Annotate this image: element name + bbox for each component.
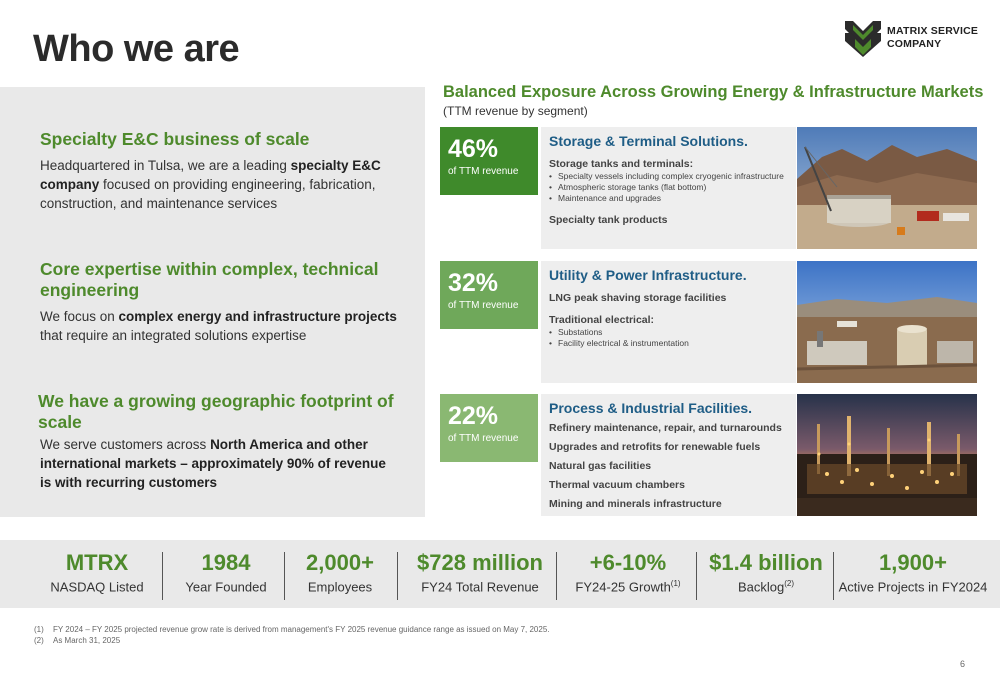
stat-label: Active Projects in FY2024 [838,579,988,595]
stat-divider [397,552,398,600]
stat-divider [556,552,557,600]
logo-text: MATRIX SERVICE COMPANY [887,25,979,50]
bullet-item: • Substations [549,327,726,338]
segment-pct-box [440,261,538,329]
segment-line: Mining and minerals infrastructure [549,498,722,510]
stat-value: $728 million [417,550,543,575]
stat-label: Backlog$^{(2)}$ [737,579,795,595]
stat-value: $1.4 billion [709,550,823,575]
segment-pct-label: of TTM revenue [448,166,519,177]
segment-line: Thermal vacuum chambers [549,479,685,491]
stat-value: MTRX [65,550,129,575]
block-heading: Core expertise within complex, technical engineering [40,259,379,300]
segment-card-storage [541,127,796,249]
segment-pct-box [440,394,538,462]
page-title: Who we are [33,28,240,70]
stat-label: FY24-25 Growth$^{(1)}$ [575,579,681,595]
overview-block-footprint [38,391,398,492]
segments-subtitle: (TTM revenue by segment) [443,104,588,118]
segment-card-process [541,394,796,516]
segment-pct: 46% [448,135,499,163]
segment-line: Refinery maintenance, repair, and turnarounds [549,422,782,434]
segment-pct: 32% [448,269,499,297]
segment-details: LNG peak shaving storage facilities Traditional electrical: • Substations • Facility electrical & instrumentation [549,292,726,349]
stat-item [290,550,390,594]
footnote: (1) FY 2024 – FY 2025 projected revenue grow rate is derived from management's FY 2025 revenue guidance range as issued on May 7, 2025. [34,625,550,634]
segment-line: Natural gas facilities [549,460,652,472]
segment-title: Utility & Power Infrastructure. [549,267,747,283]
block-heading: Specialty E&C business of scale [40,129,310,149]
overview-block-scale [40,129,400,213]
stat-divider [162,552,163,600]
segment-card-utility [541,261,796,383]
segment-pct-label: of TTM revenue [448,300,519,311]
segment-details: Storage tanks and terminals: • Specialty vessels including complex cryogenic infrastructure • Atmospheric storage tanks (flat bottom) • Maintenance and upgrades Specialty tank products [549,158,784,226]
block-body: We serve customers across North America and other international markets – approximately 90% of revenue is with recurring customers [40,437,386,490]
footnote: (2) As March 31, 2025 [34,636,121,645]
segment-pct-label: of TTM revenue [448,433,519,444]
company-logo [843,17,988,59]
bullet-item: • Specialty vessels including complex cryogenic infrastructure [549,171,784,182]
segment-line: Upgrades and retrofits for renewable fuels [549,441,761,453]
segment-details [549,419,782,514]
stat-label: Employees [307,579,373,595]
bullet-item: • Maintenance and upgrades [549,193,784,204]
stat-value: +6-10% [589,550,667,575]
block-body: We focus on complex energy and infrastructure projects that require an integrated solutions expertise [40,309,397,343]
stat-label: FY24 Total Revenue [421,579,539,595]
lng-facility-photo [797,261,977,383]
block-heading: We have a growing geographic footprint of scale [38,391,394,432]
page-number: 6 [960,659,966,669]
stat-item [706,550,826,594]
stat-item [838,550,988,594]
overview-block-expertise [40,259,400,345]
stat-item [45,550,149,594]
stat-divider [833,552,834,600]
bullet-item: • Atmospheric storage tanks (flat bottom) [549,182,784,193]
stat-divider [284,552,285,600]
stat-label: Year Founded [185,579,267,595]
stat-label: NASDAQ Listed [50,579,144,595]
stat-value: 1,900+ [879,550,947,575]
stat-item [568,550,688,594]
segment-pct: 22% [448,402,499,430]
logo-mark-icon [843,17,883,59]
segment-title: Process & Industrial Facilities. [549,400,753,416]
stat-item [410,550,550,594]
stat-divider [696,552,697,600]
overview-panel [0,87,425,517]
refinery-night-photo [797,394,977,516]
block-body: Headquartered in Tulsa, we are a leading specialty E&C company focused on providing engineering, fabrication, construction, and maintenance services [40,158,381,211]
stat-value: 1984 [201,550,251,575]
tank-construction-photo [797,127,977,249]
segment-pct-box [440,127,538,195]
key-stats-bar [0,540,1000,608]
stat-item [174,550,278,594]
footnotes [34,624,550,646]
segments-title: Balanced Exposure Across Growing Energy & Infrastructure Markets [443,83,984,101]
stat-value: 2,000+ [306,550,374,575]
segment-title: Storage & Terminal Solutions. [549,133,748,149]
bullet-item: • Facility electrical & instrumentation [549,338,726,349]
